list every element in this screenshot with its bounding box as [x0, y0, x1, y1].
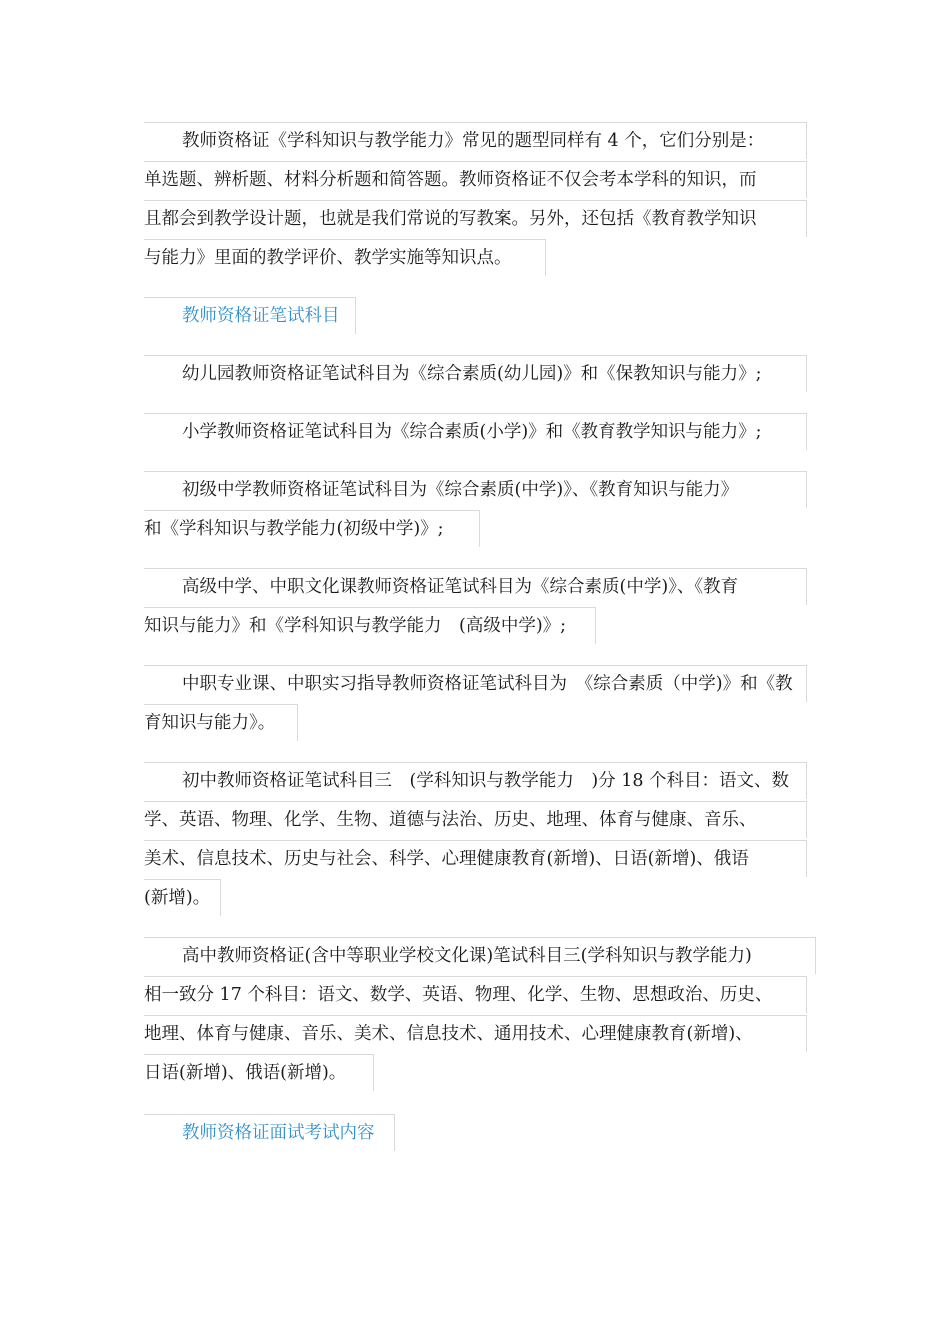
text-line: 初中教师资格证笔试科目三 (学科知识与教学能力 )分 18 个科目：语文、数 — [144, 762, 807, 799]
heading-text: 教师资格证笔试科目 — [144, 297, 356, 334]
text-line: 中职专业课、中职实习指导教师资格证笔试科目为 《综合素质（中学)》和《教 — [144, 665, 807, 702]
text-line: 育知识与能力》。 — [144, 704, 298, 741]
text-line: 幼儿园教师资格证笔试科目为《综合素质(幼儿园)》和《保教知识与能力》; — [144, 355, 807, 392]
text-line: 单选题、辨析题、材料分析题和简答题。教师资格证不仅会考本学科的知识，而 — [144, 161, 807, 198]
text-line: 相一致分 17 个科目：语文、数学、英语、物理、化学、生物、思想政治、历史、 — [144, 976, 807, 1013]
text-line: 学、英语、物理、化学、生物、道德与法治、历史、地理、体育与健康、音乐、 — [144, 801, 807, 838]
text-line: 高中教师资格证(含中等职业学校文化课)笔试科目三(学科知识与教学能力) — [144, 937, 816, 974]
text-line: (新增)。 — [144, 879, 221, 916]
text-line: 美术、信息技术、历史与社会、科学、心理健康教育(新增)、日语(新增)、俄语 — [144, 840, 807, 877]
text-line: 教师资格证《学科知识与教学能力》常见的题型同样有 4 个，它们分别是： — [144, 122, 807, 159]
text-line: 小学教师资格证笔试科目为《综合素质(小学)》和《教育教学知识与能力》; — [144, 413, 807, 450]
text-line: 知识与能力》和《学科知识与教学能力 (高级中学)》; — [144, 607, 596, 644]
text-line: 日语(新增)、俄语(新增)。 — [144, 1054, 374, 1091]
text-line: 且都会到教学设计题，也就是我们常说的写教案。另外，还包括《教育教学知识 — [144, 200, 807, 237]
text-line: 与能力》里面的教学评价、教学实施等知识点。 — [144, 239, 546, 276]
text-line: 初级中学教师资格证笔试科目为《综合素质(中学)》、《教育知识与能力》 — [144, 471, 807, 508]
text-line: 地理、体育与健康、音乐、美术、信息技术、通用技术、心理健康教育(新增)、 — [144, 1015, 807, 1052]
text-line: 高级中学、中职文化课教师资格证笔试科目为《综合素质(中学)》、《教育 — [144, 568, 807, 605]
heading-text: 教师资格证面试考试内容 — [144, 1114, 395, 1151]
text-line: 和《学科知识与教学能力(初级中学)》; — [144, 510, 480, 547]
